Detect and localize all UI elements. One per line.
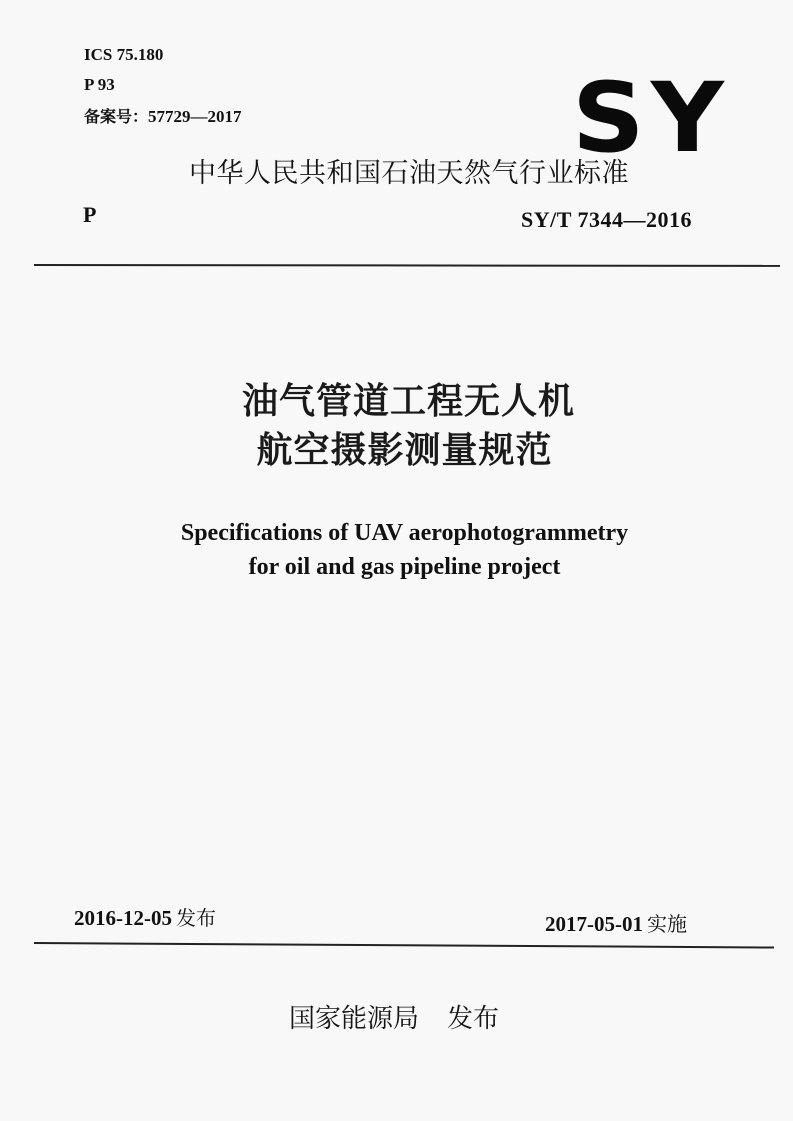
implementation-date [545, 911, 687, 937]
industry-standard-title: 中华人民共和国石油天然气行业标准 [189, 158, 629, 189]
ccs-code: P 93 [84, 75, 115, 94]
chinese-title-line-1: 油气管道工程无人机 [241, 381, 575, 422]
implementation-date-word: 实施 [647, 912, 687, 936]
english-title-line-1: Specifications of UAV aerophotogrammetry [180, 520, 629, 546]
issue-date-value: 2016-12-05 [74, 906, 172, 930]
publisher-line [289, 1002, 499, 1036]
category-letter: P [83, 202, 97, 227]
issue-date [74, 905, 216, 931]
standard-number: SY/T 7344—2016 [521, 207, 693, 232]
english-title-line-2: for oil and gas pipeline project [248, 554, 561, 580]
bottom-divider [34, 942, 774, 949]
issue-date-word: 发布 [176, 906, 216, 930]
publisher-action: 发布 [447, 1004, 500, 1034]
implementation-date-value: 2017-05-01 [545, 912, 643, 936]
ics-code: ICS 75.180 [84, 45, 164, 64]
chinese-title-line-2: 航空摄影测量规范 [256, 430, 553, 471]
record-number-label: 备案号： [84, 107, 149, 126]
publisher-name: 国家能源局 [289, 1004, 420, 1034]
record-number-value: 57729—2017 [148, 107, 242, 126]
sy-logo: SY [572, 62, 731, 174]
record-number-line [84, 107, 242, 127]
top-divider [34, 264, 780, 267]
